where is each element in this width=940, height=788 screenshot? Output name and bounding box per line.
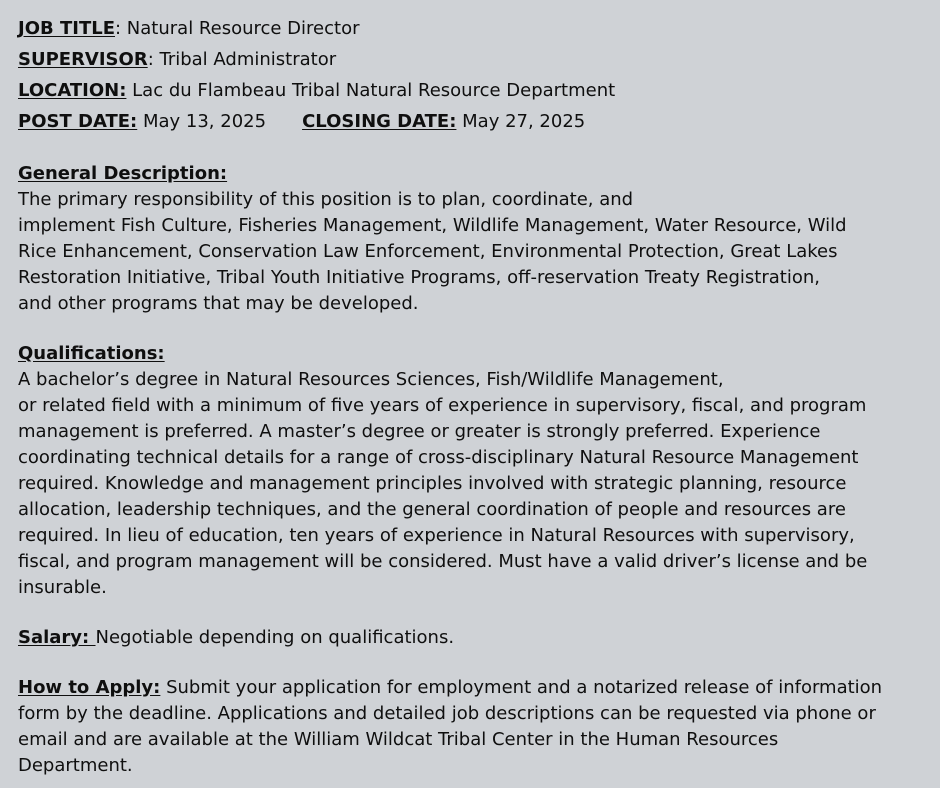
general-description-line: Rice Enhancement, Conservation Law Enforcement, Environmental Protection, Great Lakes <box>18 241 838 262</box>
job-title-row <box>18 13 920 44</box>
job-title-value: : Natural Resource Director <box>115 18 360 39</box>
supervisor-label: SUPERVISOR <box>18 49 148 70</box>
general-description-heading: General Description: <box>18 163 228 184</box>
general-description-section <box>18 161 920 317</box>
qualifications-body <box>18 367 920 601</box>
location-value: Lac du Flambeau Tribal Natural Resource Department <box>126 80 616 101</box>
how-to-apply-line: form by the deadline. Applications and detailed job descriptions can be requested via phone or <box>18 703 876 724</box>
how-to-apply-line: email and are available at the William Wildcat Tribal Center in the Human Resources <box>18 729 779 750</box>
how-to-apply-heading: How to Apply: <box>18 677 161 698</box>
closing-date-label: CLOSING DATE: <box>302 111 457 132</box>
general-description-line: implement Fish Culture, Fisheries Management, Wildlife Management, Water Resource, Wild <box>18 215 847 236</box>
closing-date-value: May 27, 2025 <box>456 111 586 132</box>
qualifications-section <box>18 341 920 601</box>
general-description-body <box>18 187 920 317</box>
supervisor-row <box>18 44 920 75</box>
salary-value: Negotiable depending on qualifications. <box>95 627 455 648</box>
qualifications-line: allocation, leadership techniques, and the general coordination of people and resources are <box>18 499 846 520</box>
qualifications-line: fiscal, and program management will be considered. Must have a valid driver’s license and be <box>18 551 868 572</box>
qualifications-line: coordinating technical details for a range of cross-disciplinary Natural Resource Management <box>18 447 859 468</box>
supervisor-value: : Tribal Administrator <box>147 49 337 70</box>
qualifications-line: A bachelor’s degree in Natural Resources Sciences, Fish/Wildlife Management, <box>18 369 724 390</box>
location-label: LOCATION: <box>18 80 127 101</box>
qualifications-line: required. Knowledge and management principles involved with strategic planning, resource <box>18 473 847 494</box>
general-description-line: The primary responsibility of this position is to plan, coordinate, and <box>18 189 634 210</box>
qualifications-heading: Qualifications: <box>18 343 165 364</box>
how-to-apply-line: Department. <box>18 755 133 776</box>
dates-row <box>18 106 920 137</box>
qualifications-line: or related field with a minimum of five years of experience in supervisory, fiscal, and program <box>18 395 867 416</box>
post-date-label: POST DATE: <box>18 111 138 132</box>
qualifications-line: required. In lieu of education, ten years of experience in Natural Resources with supervisory, <box>18 525 855 546</box>
qualifications-line: management is preferred. A master’s degree or greater is strongly preferred. Experience <box>18 421 821 442</box>
qualifications-line: insurable. <box>18 577 107 598</box>
job-title-label: JOB TITLE <box>18 18 116 39</box>
post-date-value: May 13, 2025 <box>137 111 267 132</box>
salary-heading: Salary: <box>18 627 96 648</box>
salary-section <box>18 625 920 651</box>
general-description-line: and other programs that may be developed. <box>18 293 419 314</box>
general-description-line: Restoration Initiative, Tribal Youth Initiative Programs, off-reservation Treaty Registration, <box>18 267 820 288</box>
location-row <box>18 75 920 106</box>
how-to-apply-first-line: Submit your application for employment and a notarized release of information <box>160 677 883 698</box>
how-to-apply-section <box>18 675 920 779</box>
